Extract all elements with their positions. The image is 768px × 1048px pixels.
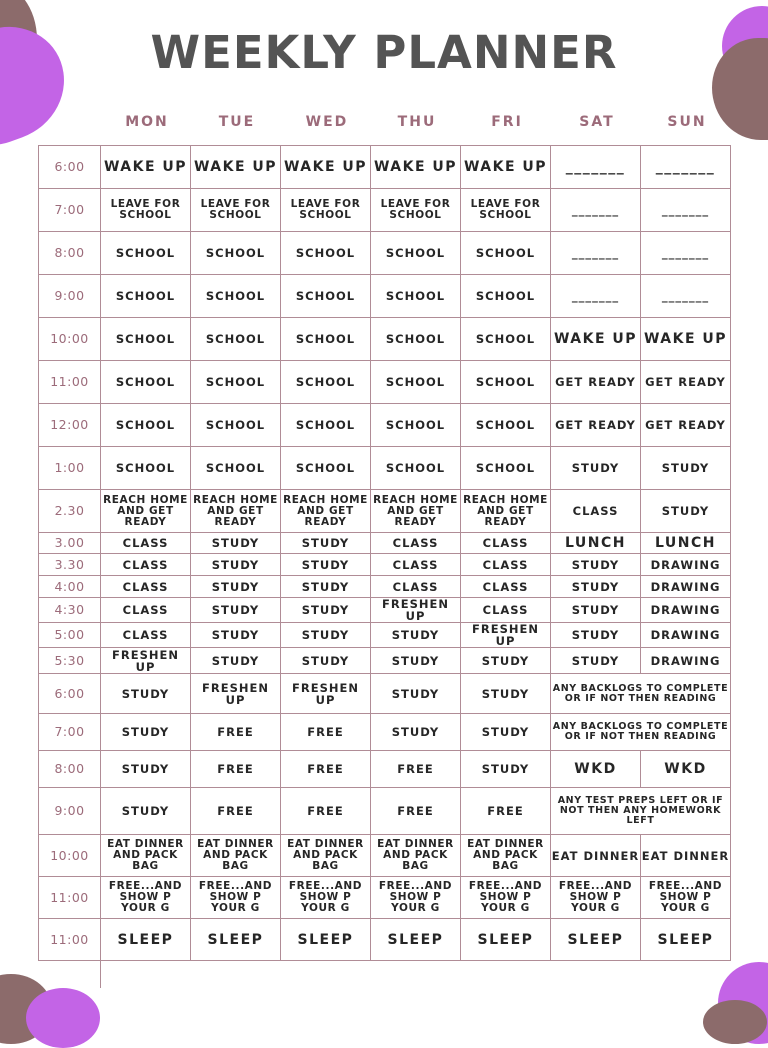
schedule-cell: STUDY [281, 623, 371, 648]
schedule-cell: REACH HOME AND GET READY [191, 490, 281, 533]
schedule-cell: EAT DINNER AND PACK BAG [461, 835, 551, 877]
schedule-cell: CLASS [371, 576, 461, 598]
schedule-cell: LEAVE FOR SCHOOL [461, 189, 551, 232]
schedule-cell: GET READY [641, 361, 731, 404]
day-header-row [102, 114, 732, 130]
schedule-cell: SCHOOL [461, 404, 551, 447]
schedule-cell: SLEEP [461, 919, 551, 961]
schedule-cell: _______ [551, 146, 641, 189]
schedule-cell: SCHOOL [191, 447, 281, 490]
schedule-cell: SCHOOL [461, 232, 551, 275]
day-header-sun: SUN [667, 114, 707, 130]
day-header-sat: SAT [579, 114, 615, 130]
divider-line [100, 952, 101, 988]
schedule-cell: SCHOOL [101, 318, 191, 361]
day-header-thu: THU [397, 114, 437, 130]
schedule-cell: CLASS [371, 533, 461, 554]
schedule-cell: SLEEP [101, 919, 191, 961]
time-label: 3.00 [39, 533, 101, 554]
table-row [39, 623, 731, 648]
table-row [39, 533, 731, 554]
table-row [39, 751, 731, 788]
schedule-cell: SCHOOL [191, 318, 281, 361]
schedule-cell: STUDY [101, 788, 191, 835]
schedule-cell: FREE...AND SHOW P YOUR G [641, 877, 731, 919]
schedule-cell: FRESHEN UP [191, 674, 281, 714]
schedule-cell: SCHOOL [191, 232, 281, 275]
day-header-fri: FRI [491, 114, 523, 130]
schedule-cell: SCHOOL [461, 361, 551, 404]
schedule-cell: LEAVE FOR SCHOOL [371, 189, 461, 232]
schedule-cell: CLASS [101, 576, 191, 598]
schedule-cell: FREE [461, 788, 551, 835]
table-row [39, 318, 731, 361]
schedule-cell: CLASS [551, 490, 641, 533]
schedule-cell: FRESHEN UP [101, 648, 191, 674]
day-header-tue: TUE [218, 114, 256, 130]
schedule-cell: CLASS [461, 576, 551, 598]
schedule-cell: STUDY [281, 533, 371, 554]
schedule-cell: SCHOOL [191, 361, 281, 404]
schedule-cell: REACH HOME AND GET READY [101, 490, 191, 533]
schedule-cell: ANY BACKLOGS TO COMPLETE OR IF NOT THEN READING [551, 674, 731, 714]
schedule-cell: STUDY [191, 623, 281, 648]
table-row [39, 232, 731, 275]
schedule-cell: EAT DINNER [551, 835, 641, 877]
schedule-cell: SCHOOL [191, 404, 281, 447]
time-label: 9:00 [39, 788, 101, 835]
schedule-cell: FRESHEN UP [281, 674, 371, 714]
time-label: 7:00 [39, 714, 101, 751]
schedule-cell: LEAVE FOR SCHOOL [191, 189, 281, 232]
table-row [39, 714, 731, 751]
schedule-cell: WAKE UP [461, 146, 551, 189]
schedule-cell: SCHOOL [281, 447, 371, 490]
schedule-cell: STUDY [461, 714, 551, 751]
schedule-cell: REACH HOME AND GET READY [371, 490, 461, 533]
time-label: 6:00 [39, 146, 101, 189]
table-row [39, 648, 731, 674]
schedule-cell: SLEEP [281, 919, 371, 961]
table-row [39, 919, 731, 961]
schedule-cell: SCHOOL [281, 232, 371, 275]
time-label: 11:00 [39, 877, 101, 919]
schedule-cell: STUDY [281, 554, 371, 576]
schedule-cell: WAKE UP [281, 146, 371, 189]
schedule-cell: WAKE UP [101, 146, 191, 189]
table-row [39, 877, 731, 919]
schedule-cell: CLASS [101, 623, 191, 648]
schedule-cell: EAT DINNER AND PACK BAG [371, 835, 461, 877]
schedule-cell: STUDY [101, 714, 191, 751]
schedule-cell: SLEEP [191, 919, 281, 961]
schedule-cell: SCHOOL [101, 361, 191, 404]
schedule-cell: FREE...AND SHOW P YOUR G [371, 877, 461, 919]
schedule-cell: CLASS [101, 533, 191, 554]
time-label: 4:00 [39, 576, 101, 598]
schedule-cell: WAKE UP [191, 146, 281, 189]
schedule-cell: SCHOOL [281, 318, 371, 361]
time-label: 6:00 [39, 674, 101, 714]
schedule-cell: WAKE UP [641, 318, 731, 361]
schedule-cell: STUDY [551, 648, 641, 674]
schedule-cell: EAT DINNER AND PACK BAG [281, 835, 371, 877]
table-row [39, 788, 731, 835]
schedule-cell: _______ [551, 189, 641, 232]
schedule-cell: FREE...AND SHOW P YOUR G [551, 877, 641, 919]
schedule-cell: _______ [641, 232, 731, 275]
schedule-cell: CLASS [371, 554, 461, 576]
schedule-cell: CLASS [101, 598, 191, 623]
schedule-cell: SCHOOL [371, 361, 461, 404]
table-row [39, 576, 731, 598]
schedule-cell: FREE [281, 788, 371, 835]
schedule-cell: STUDY [371, 674, 461, 714]
schedule-cell: FREE [191, 714, 281, 751]
schedule-cell: STUDY [191, 533, 281, 554]
table-row [39, 404, 731, 447]
schedule-cell: STUDY [551, 598, 641, 623]
time-label: 5:00 [39, 623, 101, 648]
time-label: 8:00 [39, 751, 101, 788]
schedule-cell: _______ [551, 275, 641, 318]
time-label: 3.30 [39, 554, 101, 576]
schedule-cell: _______ [641, 275, 731, 318]
day-header-mon: MON [125, 114, 169, 130]
time-label: 10:00 [39, 318, 101, 361]
table-row [39, 554, 731, 576]
schedule-cell: FREE [281, 751, 371, 788]
time-label: 2.30 [39, 490, 101, 533]
schedule-cell: SCHOOL [191, 275, 281, 318]
schedule-cell: DRAWING [641, 623, 731, 648]
schedule-cell: FREE [191, 751, 281, 788]
schedule-cell: LUNCH [551, 533, 641, 554]
schedule-cell: FREE [191, 788, 281, 835]
schedule-cell: STUDY [551, 576, 641, 598]
schedule-cell: LEAVE FOR SCHOOL [101, 189, 191, 232]
schedule-cell: LEAVE FOR SCHOOL [281, 189, 371, 232]
schedule-cell: _______ [641, 189, 731, 232]
schedule-cell: FREE [371, 788, 461, 835]
schedule-cell: STUDY [191, 598, 281, 623]
schedule-cell: WKD [641, 751, 731, 788]
time-label: 10:00 [39, 835, 101, 877]
time-label: 11:00 [39, 919, 101, 961]
schedule-cell: REACH HOME AND GET READY [281, 490, 371, 533]
schedule-cell: SCHOOL [371, 447, 461, 490]
time-label: 8:00 [39, 232, 101, 275]
schedule-cell: ANY TEST PREPS LEFT OR IF NOT THEN ANY HOMEWORK LEFT [551, 788, 731, 835]
schedule-cell: SCHOOL [461, 318, 551, 361]
time-label: 11:00 [39, 361, 101, 404]
schedule-cell: SCHOOL [281, 361, 371, 404]
schedule-cell: SLEEP [551, 919, 641, 961]
schedule-cell: STUDY [281, 598, 371, 623]
schedule-cell: GET READY [551, 404, 641, 447]
time-label: 7:00 [39, 189, 101, 232]
schedule-cell: DRAWING [641, 648, 731, 674]
time-label: 4:30 [39, 598, 101, 623]
schedule-cell: SCHOOL [371, 318, 461, 361]
schedule-cell: FREE...AND SHOW P YOUR G [191, 877, 281, 919]
schedule-cell: STUDY [371, 714, 461, 751]
schedule-cell: LUNCH [641, 533, 731, 554]
schedule-cell: STUDY [101, 674, 191, 714]
planner-table [38, 145, 731, 961]
schedule-cell: FREE...AND SHOW P YOUR G [461, 877, 551, 919]
schedule-cell: EAT DINNER AND PACK BAG [191, 835, 281, 877]
schedule-cell: WAKE UP [371, 146, 461, 189]
schedule-cell: DRAWING [641, 576, 731, 598]
schedule-cell: SCHOOL [281, 275, 371, 318]
schedule-cell: GET READY [551, 361, 641, 404]
schedule-cell: EAT DINNER AND PACK BAG [101, 835, 191, 877]
schedule-cell: _______ [641, 146, 731, 189]
schedule-cell: SCHOOL [101, 447, 191, 490]
schedule-cell: STUDY [461, 751, 551, 788]
schedule-cell: STUDY [101, 751, 191, 788]
schedule-cell: SCHOOL [371, 404, 461, 447]
table-row [39, 275, 731, 318]
schedule-cell: SCHOOL [461, 275, 551, 318]
table-row [39, 361, 731, 404]
decor-blob-brown-bottom-right [703, 1000, 767, 1044]
schedule-cell: STUDY [371, 623, 461, 648]
schedule-cell: STUDY [281, 648, 371, 674]
time-label: 12:00 [39, 404, 101, 447]
schedule-cell: STUDY [551, 554, 641, 576]
schedule-cell: FRESHEN UP [461, 623, 551, 648]
schedule-cell: WKD [551, 751, 641, 788]
schedule-cell: CLASS [461, 598, 551, 623]
schedule-cell: REACH HOME AND GET READY [461, 490, 551, 533]
schedule-cell: FREE...AND SHOW P YOUR G [101, 877, 191, 919]
schedule-cell: SCHOOL [101, 275, 191, 318]
schedule-cell: EAT DINNER [641, 835, 731, 877]
time-label: 1:00 [39, 447, 101, 490]
table-row [39, 674, 731, 714]
page-title: WEEKLY PLANNER [150, 26, 618, 79]
schedule-cell: SCHOOL [101, 232, 191, 275]
time-label: 9:00 [39, 275, 101, 318]
schedule-cell: ANY BACKLOGS TO COMPLETE OR IF NOT THEN READING [551, 714, 731, 751]
schedule-cell: CLASS [101, 554, 191, 576]
schedule-cell: SLEEP [641, 919, 731, 961]
schedule-cell: STUDY [191, 648, 281, 674]
table-row [39, 146, 731, 189]
table-row [39, 598, 731, 623]
table-row [39, 835, 731, 877]
schedule-cell: STUDY [281, 576, 371, 598]
schedule-cell: SCHOOL [371, 232, 461, 275]
schedule-cell: SLEEP [371, 919, 461, 961]
schedule-cell: CLASS [461, 533, 551, 554]
schedule-cell: STUDY [641, 490, 731, 533]
decor-blob-purple-bottom-left [26, 988, 100, 1048]
schedule-cell: FRESHEN UP [371, 598, 461, 623]
schedule-cell: FREE [281, 714, 371, 751]
schedule-cell: STUDY [191, 554, 281, 576]
schedule-cell: DRAWING [641, 598, 731, 623]
schedule-cell: FREE [371, 751, 461, 788]
schedule-cell: WAKE UP [551, 318, 641, 361]
table-row [39, 447, 731, 490]
schedule-cell: STUDY [461, 674, 551, 714]
schedule-cell: STUDY [371, 648, 461, 674]
schedule-cell: STUDY [191, 576, 281, 598]
schedule-cell: GET READY [641, 404, 731, 447]
schedule-cell: FREE...AND SHOW P YOUR G [281, 877, 371, 919]
schedule-cell: STUDY [551, 623, 641, 648]
table-row [39, 490, 731, 533]
schedule-cell: DRAWING [641, 554, 731, 576]
day-header-wed: WED [305, 114, 349, 130]
schedule-cell: STUDY [551, 447, 641, 490]
schedule-cell: _______ [551, 232, 641, 275]
schedule-cell: STUDY [641, 447, 731, 490]
table-row [39, 189, 731, 232]
schedule-cell: SCHOOL [371, 275, 461, 318]
schedule-cell: SCHOOL [461, 447, 551, 490]
schedule-cell: STUDY [461, 648, 551, 674]
schedule-cell: SCHOOL [101, 404, 191, 447]
time-label: 5:30 [39, 648, 101, 674]
schedule-cell: SCHOOL [281, 404, 371, 447]
schedule-cell: CLASS [461, 554, 551, 576]
